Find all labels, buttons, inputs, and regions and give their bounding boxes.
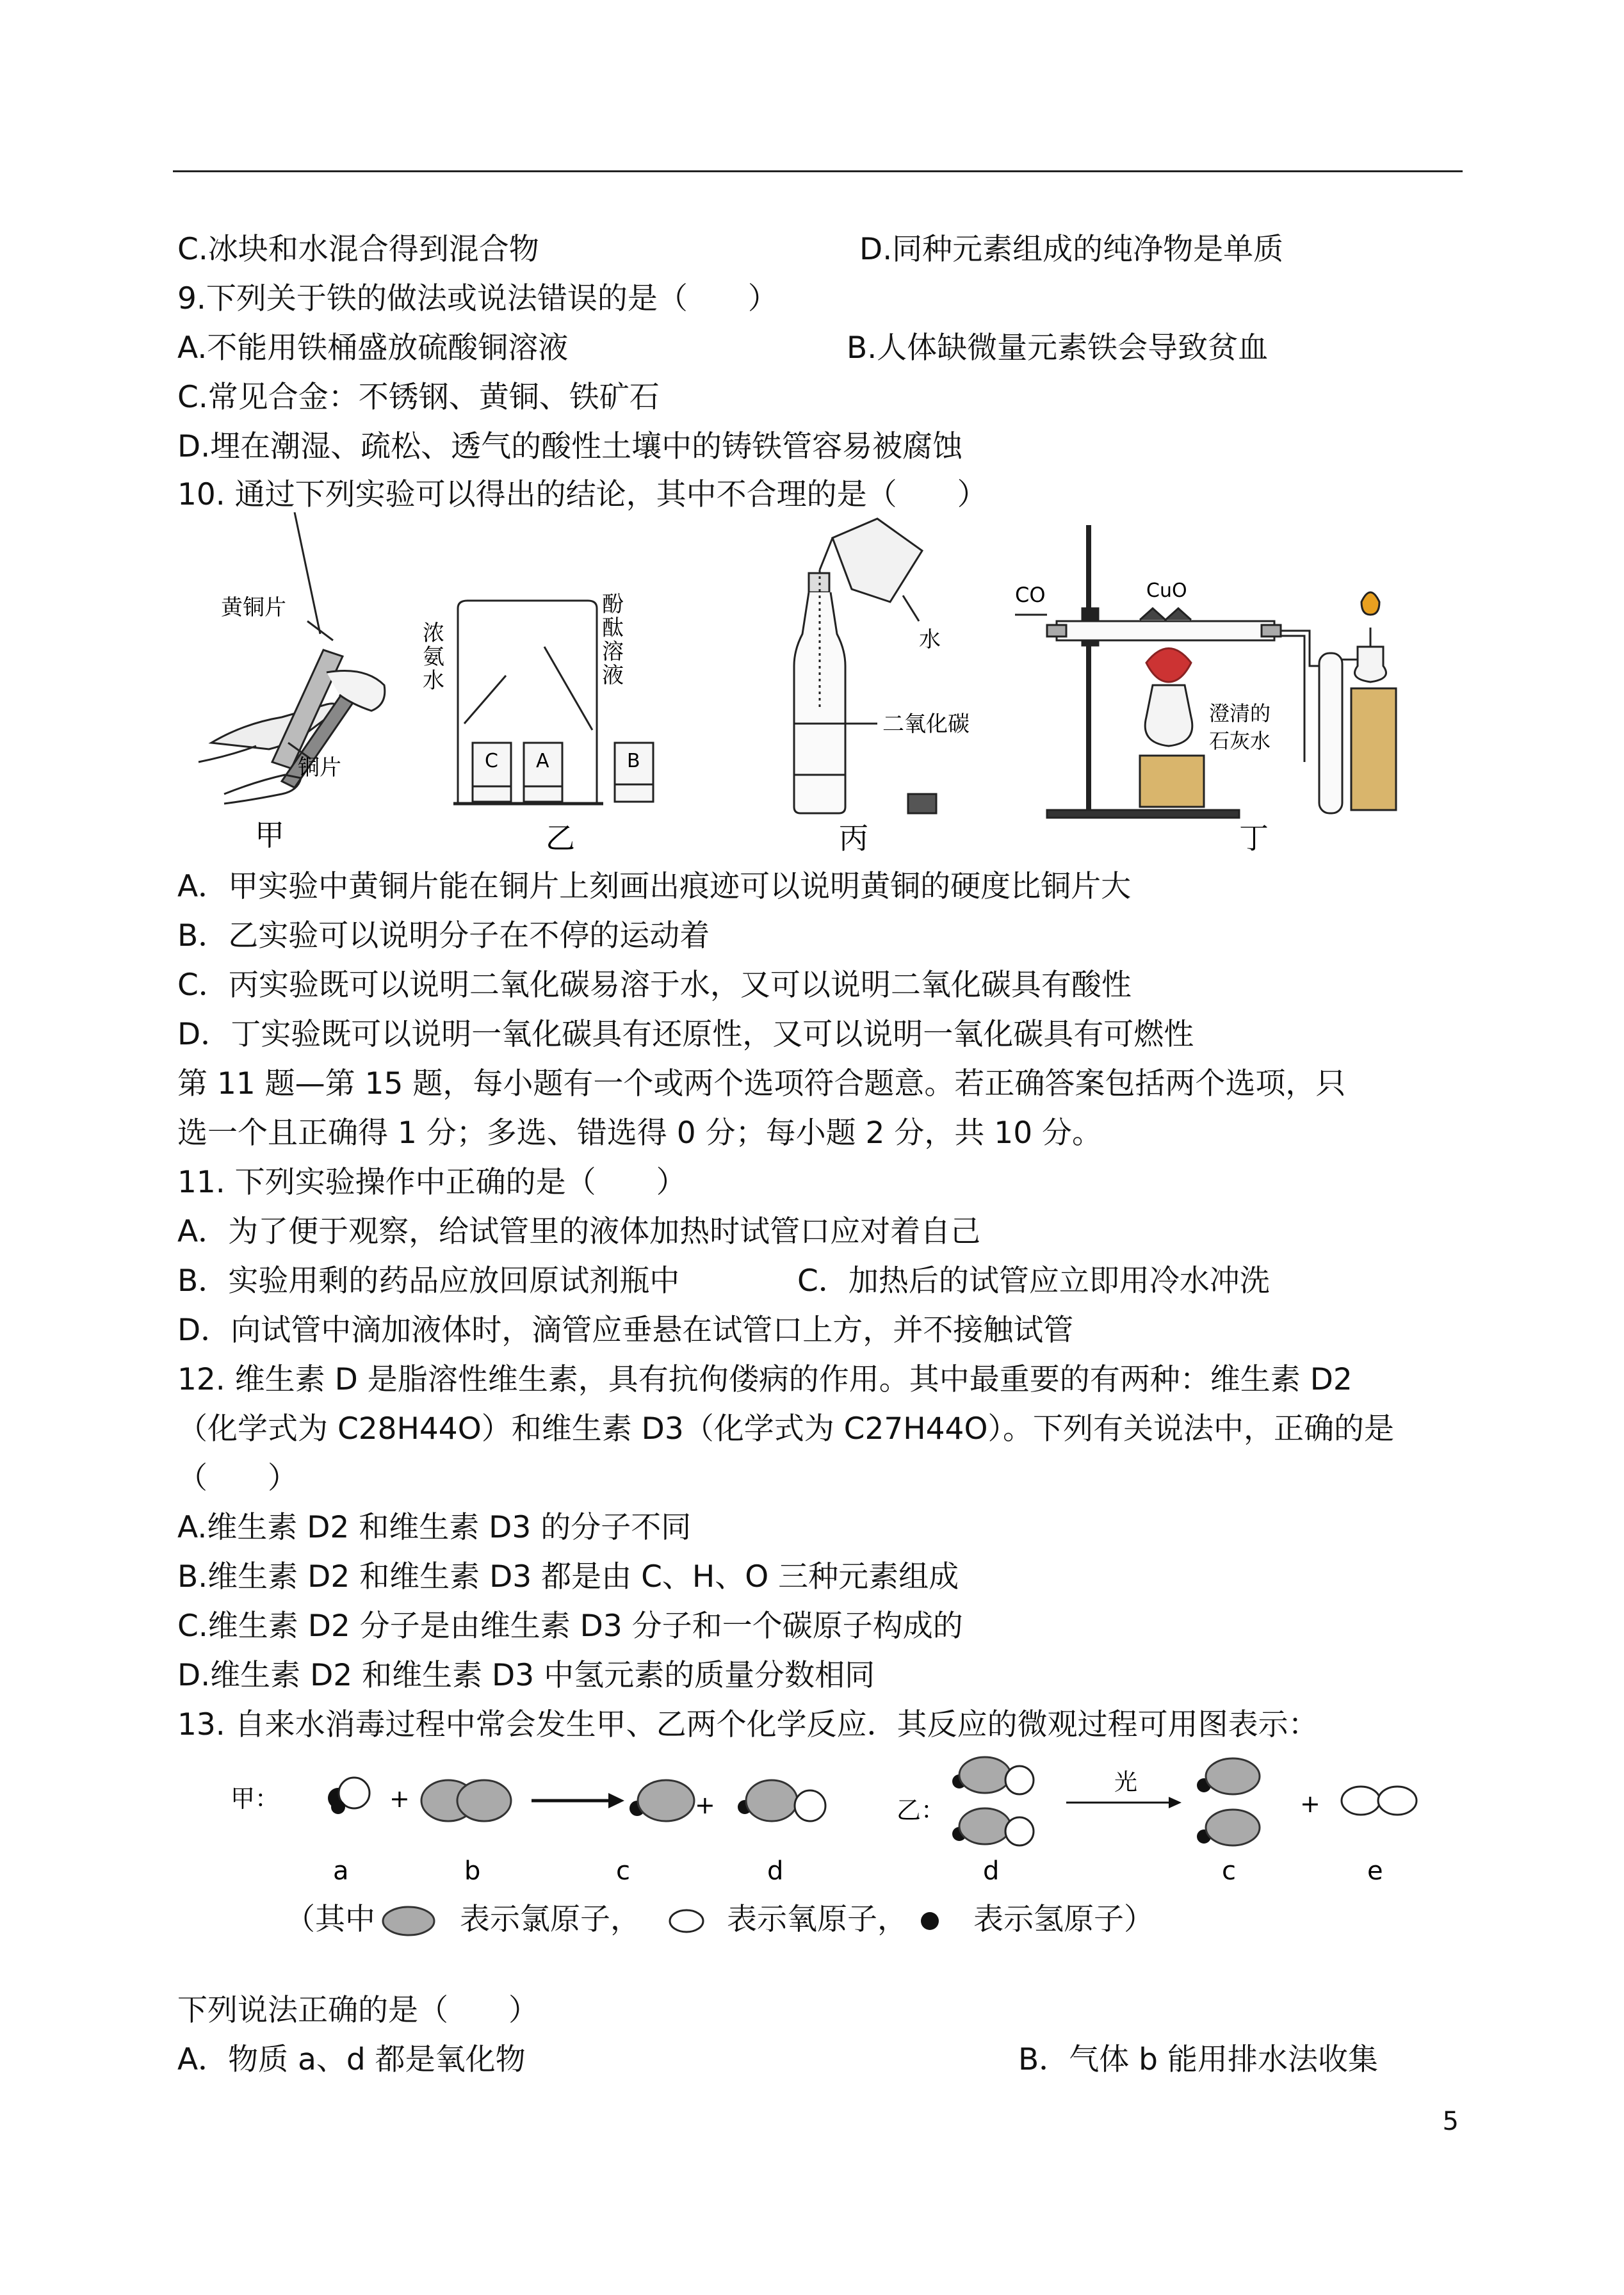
label-chengqing: 澄清的	[1209, 701, 1271, 726]
molecule-c-yi-1	[1197, 1758, 1260, 1794]
label-beaker-b: B	[627, 750, 640, 772]
q12-option-c: C.维生素 D2 分子是由维生素 D3 分子和一个碳原子构成的	[177, 1609, 963, 1644]
letter-b: b	[464, 1856, 481, 1886]
label-ye: 液	[602, 663, 624, 688]
section-instructions-2: 选一个且正确得 1 分；多选、错选得 0 分；每小题 2 分，共 10 分。	[177, 1115, 1103, 1151]
letter-d-1: d	[767, 1856, 784, 1886]
label-ding: 丁	[1239, 821, 1269, 856]
q9-option-b: B.人体缺微量元素铁会导致贫血	[847, 330, 1269, 366]
letter-e: e	[1367, 1856, 1383, 1886]
q11-option-a: A．为了便于观察，给试管里的液体加热时试管口应对着自己	[177, 1214, 981, 1249]
label-jia: 甲	[255, 818, 284, 852]
legend-chlorine: 表示氯原子，	[460, 1902, 640, 1937]
letter-d-2: d	[983, 1856, 1000, 1886]
question-12-line-3: （ ）	[177, 1461, 298, 1496]
hydrogen-atom-icon	[917, 1910, 943, 1935]
question-12-line-1: 12. 维生素 D 是脂溶性维生素，具有抗佝偻病的作用。其中最重要的有两种：维生素 D2	[177, 1362, 1352, 1397]
legend-prefix: （其中	[285, 1902, 375, 1937]
label-tongpian: 铜片	[298, 755, 341, 781]
molecule-d-jia	[738, 1780, 825, 1821]
label-shihuishui: 石灰水	[1209, 729, 1271, 753]
plus-sign-2: +	[695, 1791, 715, 1819]
label-co: CO	[1015, 583, 1046, 607]
letter-c-1: c	[616, 1856, 630, 1886]
label-huangtongpian: 黄铜片	[221, 595, 286, 620]
q10-option-a: A．甲实验中黄铜片能在铜片上刻画出痕迹可以说明黄铜的硬度比铜片大	[177, 869, 1132, 904]
label-beaker-a: A	[536, 750, 549, 772]
question-12-line-2: （化学式为 C28H44O）和维生素 D3（化学式为 C27H44O）。下列有关说法中，正确的是	[177, 1411, 1394, 1447]
page-number: 5	[1442, 2107, 1459, 2136]
question-9: 9.下列关于铁的做法或说法错误的是（ ）	[177, 281, 778, 316]
letter-c-2: c	[1222, 1856, 1236, 1886]
question-10: 10. 通过下列实验可以得出的结论，其中不合理的是（ ）	[177, 477, 987, 512]
plus-sign-3: +	[1300, 1790, 1320, 1818]
label-co2: 二氧化碳	[882, 711, 970, 737]
reaction-yi-label: 乙：	[897, 1796, 946, 1824]
q12-option-a: A.维生素 D2 和维生素 D3 的分子不同	[177, 1510, 692, 1545]
label-fen: 酚	[602, 592, 624, 617]
question-11: 11. 下列实验操作中正确的是（ ）	[177, 1165, 686, 1200]
q12-option-b: B.维生素 D2 和维生素 D3 都是由 C、H、O 三种元素组成	[177, 1559, 959, 1594]
label-beaker-c: C	[485, 750, 498, 772]
molecule-d-yi-1	[952, 1757, 1034, 1794]
q11-option-b: B．实验用剩的药品应放回原试剂瓶中	[177, 1263, 680, 1299]
label-shui: 水	[423, 668, 444, 693]
q9-option-a: A.不能用铁桶盛放硫酸铜溶液	[177, 330, 569, 366]
q10-option-c: C．丙实验既可以说明二氧化碳易溶于水，又可以说明二氧化碳具有酸性	[177, 968, 1132, 1003]
q10-experiment-figure	[173, 512, 1454, 858]
q11-option-d: D．向试管中滴加液体时，滴管应垂悬在试管口上方，并不接触试管	[177, 1313, 1074, 1348]
q9-option-d: D.埋在潮湿、疏松、透气的酸性土壤中的铸铁管容易被腐蚀	[177, 429, 963, 464]
label-bing: 丙	[839, 821, 868, 856]
label-an: 氨	[423, 644, 444, 670]
experiment-bing-drawing	[794, 519, 936, 813]
q12-option-d: D.维生素 D2 和维生素 D3 中氢元素的质量分数相同	[177, 1658, 875, 1693]
experiment-ding-drawing	[1047, 525, 1396, 818]
q8-option-d: D.同种元素组成的纯净物是单质	[859, 232, 1284, 267]
legend-hydrogen: 表示氢原子）	[973, 1902, 1154, 1937]
chlorine-atom-icon	[380, 1905, 437, 1937]
legend-oxygen: 表示氧原子，	[727, 1902, 907, 1937]
label-water: 水	[919, 627, 941, 653]
question-13: 13. 自来水消毒过程中常会发生甲、乙两个化学反应．其反应的微观过程可用图表示：	[177, 1707, 1319, 1742]
q13-option-a: A．物质 a、d 都是氧化物	[177, 2042, 526, 2077]
molecule-c-yi-2	[1197, 1810, 1260, 1845]
section-instructions-1: 第 11 题—第 15 题，每小题有一个或两个选项符合题意。若正确答案包括两个选项，只	[177, 1066, 1346, 1101]
plus-sign-1: +	[389, 1785, 410, 1813]
oxygen-atom-icon	[667, 1908, 706, 1934]
q13-stem: 下列说法正确的是（ ）	[177, 1993, 539, 2028]
label-cuo: CuO	[1146, 580, 1187, 602]
header-rule	[173, 170, 1463, 172]
experiment-jia-drawing	[199, 512, 385, 804]
q11-option-c: C．加热后的试管应立即用冷水冲洗	[797, 1263, 1270, 1299]
label-nong: 浓	[423, 620, 444, 646]
q13-option-b: B．气体 b 能用排水法收集	[1018, 2042, 1378, 2077]
molecule-e	[1342, 1787, 1417, 1815]
label-tai: 酞	[602, 615, 624, 641]
q8-option-c: C.冰块和水混合得到混合物	[177, 232, 539, 267]
letter-a: a	[333, 1856, 349, 1886]
label-yi: 乙	[546, 821, 575, 856]
q10-option-d: D．丁实验既可以说明一氧化碳具有还原性，又可以说明一氧化碳具有可燃性	[177, 1017, 1194, 1052]
molecule-d-yi-2	[952, 1808, 1034, 1845]
label-rong: 溶	[602, 639, 624, 665]
light-label: 光	[1114, 1769, 1138, 1796]
reaction-jia-label: 甲：	[231, 1785, 280, 1813]
arrow-head-2	[1169, 1797, 1181, 1808]
q9-option-c: C.常见合金：不锈钢、黄铜、铁矿石	[177, 380, 660, 415]
q10-option-b: B．乙实验可以说明分子在不停的运动着	[177, 918, 710, 953]
